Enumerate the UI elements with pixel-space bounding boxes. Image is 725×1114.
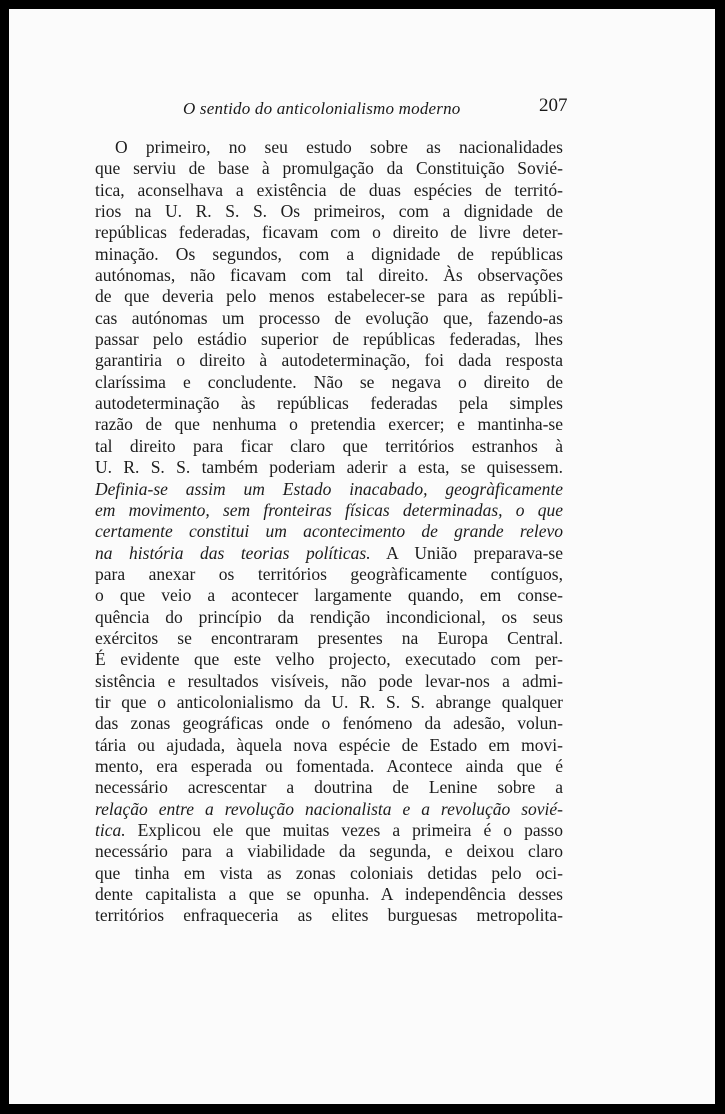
text-segment: quência do princípio da rendição incondicional, os seus xyxy=(95,606,563,627)
text-line xyxy=(95,649,563,670)
text-line xyxy=(95,628,563,649)
text-segment: que tinha em vista as zonas coloniais detidas pelo oci- xyxy=(95,862,563,883)
text-segment: O primeiro, no seu estudo sobre as nacionalidades xyxy=(115,137,563,157)
italic-text: Definia-se assim um Estado inacabado, geogràficamente xyxy=(95,478,563,499)
italic-text: em movimento, sem fronteiras físicas determinadas, o que xyxy=(95,499,563,520)
text-segment: Explicou ele que muitas vezes a primeira é o passo xyxy=(125,820,563,840)
text-segment: territórios enfraqueceria as elites burguesas metropolita- xyxy=(95,905,563,926)
text-line xyxy=(95,884,563,905)
text-line xyxy=(95,756,563,777)
text-line xyxy=(95,308,563,329)
text-line xyxy=(95,479,563,500)
text-segment: U. R. S. S. também poderiam aderir a esta, se quisessem. xyxy=(95,457,563,478)
text-segment: das zonas geográficas onde o fenómeno da adesão, volun- xyxy=(95,713,563,734)
text-segment: passar pelo estádio superior de repúblicas federadas, lhes xyxy=(95,329,563,350)
text-segment: necessário para a viabilidade da segunda, e deixou claro xyxy=(95,841,563,862)
text-segment: necessário acrescentar a doutrina de Lenine sobre a xyxy=(95,777,563,798)
text-segment: repúblicas federadas, ficavam com o direito de livre deter- xyxy=(95,222,563,243)
text-line xyxy=(95,265,563,286)
text-segment: tir que o anticolonialismo da U. R. S. S. abrange qualquer xyxy=(95,691,563,712)
text-line xyxy=(95,777,563,798)
text-segment: tal direito para ficar claro que territórios estranhos à xyxy=(95,435,563,456)
text-line xyxy=(95,841,563,862)
text-segment: razão de que nenhuma o pretendia exercer; e mantinha-se xyxy=(95,414,563,435)
page-header xyxy=(9,95,715,125)
text-segment: cas autónomas um processo de evolução que, fazendo-as xyxy=(95,307,563,328)
text-line xyxy=(95,350,563,371)
italic-text: relação entre a revolução nacionalista e a revolução sovié- xyxy=(95,798,563,819)
text-segment: o que veio a acontecer largamente quando, em conse- xyxy=(95,585,563,606)
text-line xyxy=(95,692,563,713)
book-page xyxy=(9,9,715,1104)
text-segment: exércitos se encontraram presentes na Europa Central. xyxy=(95,627,563,648)
text-line xyxy=(95,671,563,692)
text-segment: rios na U. R. S. S. Os primeiros, com a dignidade de xyxy=(95,201,563,222)
text-line xyxy=(95,585,563,606)
text-segment: minação. Os segundos, com a dignidade de repúblicas xyxy=(95,243,563,264)
text-line xyxy=(95,414,563,435)
text-line xyxy=(95,905,563,926)
text-line xyxy=(95,457,563,478)
running-title: O sentido do anticolonialismo moderno xyxy=(183,99,461,118)
body-text xyxy=(95,137,563,927)
text-line xyxy=(95,564,563,585)
text-segment: para anexar os territórios geogràficamente contíguos, xyxy=(95,563,563,584)
text-segment: autónomas, não ficavam com tal direito. Às observações xyxy=(95,265,563,286)
italic-text: na história das teorias políticas. xyxy=(95,542,371,563)
text-line xyxy=(95,735,563,756)
text-line xyxy=(95,286,563,307)
text-segment: garantiria o direito à autodeterminação, foi dada resposta xyxy=(95,350,563,371)
text-segment: mento, era esperada ou fomentada. Acontece ainda que é xyxy=(95,755,563,776)
text-line xyxy=(95,521,563,542)
italic-text: tica. xyxy=(95,820,126,840)
text-line xyxy=(95,607,563,628)
text-line xyxy=(95,329,563,350)
text-segment: É evidente que este velho projecto, executado com per- xyxy=(95,649,563,670)
text-segment: claríssima e concludente. Não se negava o direito de xyxy=(95,371,563,392)
text-line xyxy=(95,500,563,521)
text-line xyxy=(95,222,563,243)
text-line xyxy=(95,543,563,564)
text-line xyxy=(95,372,563,393)
text-segment: que serviu de base à promulgação da Constituição Sovié- xyxy=(95,158,563,179)
text-segment: autodeterminação às repúblicas federadas pela simples xyxy=(95,393,563,414)
text-line xyxy=(95,393,563,414)
page-number: 207 xyxy=(539,95,568,116)
text-line xyxy=(95,244,563,265)
text-segment: de que deveria pelo menos estabelecer-se para as repúbli- xyxy=(95,286,563,307)
text-line xyxy=(95,820,563,841)
text-segment: sistência e resultados visíveis, não pode levar-nos a admi- xyxy=(95,670,563,691)
text-line xyxy=(95,158,563,179)
text-segment: dente capitalista a que se opunha. A independência desses xyxy=(95,884,563,905)
text-segment: tária ou ajudada, àquela nova espécie de Estado em movi- xyxy=(95,734,563,755)
text-line xyxy=(95,863,563,884)
text-line xyxy=(95,180,563,201)
italic-text: certamente constitui um acontecimento de grande relevo xyxy=(95,521,563,542)
text-line xyxy=(95,201,563,222)
text-line xyxy=(95,713,563,734)
text-line xyxy=(95,436,563,457)
text-line xyxy=(95,799,563,820)
text-line xyxy=(95,137,563,158)
text-segment: A União preparava-se xyxy=(370,542,563,563)
text-segment: tica, aconselhava a existência de duas espécies de territó- xyxy=(95,179,563,200)
